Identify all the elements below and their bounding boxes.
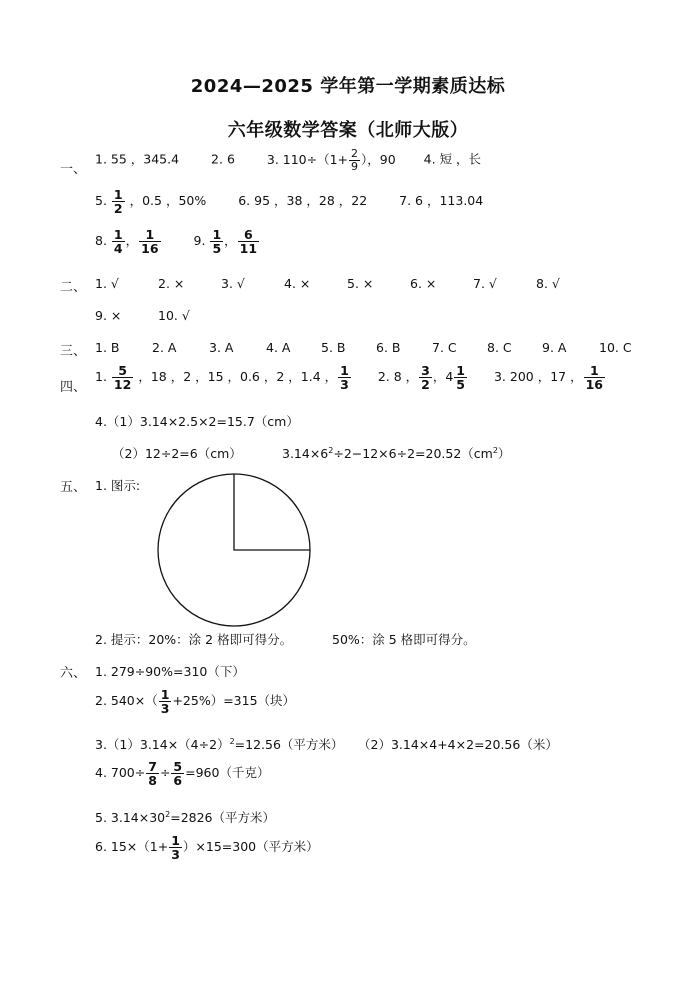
fraction xyxy=(349,148,360,172)
answer-6-2 xyxy=(95,688,295,715)
answer-2-1: 1. √ xyxy=(95,276,119,291)
fraction xyxy=(112,188,125,215)
denominator: 9 xyxy=(351,159,359,173)
separator: ， xyxy=(224,233,237,249)
answer-2-9: 9. × xyxy=(95,308,122,323)
page-title: 2024—2025 学年第一学期素质达标 xyxy=(190,76,506,97)
expr-part: 6. 15×（1+ xyxy=(95,839,169,855)
denominator: 3 xyxy=(171,847,180,863)
answer-3-2: 2. A xyxy=(152,340,177,355)
answer-1-8-pre: 8. xyxy=(95,233,107,249)
fraction xyxy=(210,228,223,255)
expr-part: +25%）=315（块） xyxy=(172,693,296,709)
answer-2-7: 7. √ xyxy=(473,276,497,291)
fraction xyxy=(169,834,182,861)
section-4-label: 四、 xyxy=(60,380,87,395)
answer-1-6: 6. 95 ，38 ，28 ，22 xyxy=(238,193,368,209)
answer-4-2-mid: ，4 xyxy=(432,369,454,385)
numerator: 1 xyxy=(212,227,222,242)
answer-2-10: 10. √ xyxy=(158,308,190,323)
expr-part: 2. 540×（ xyxy=(95,693,158,709)
numerator: 1 xyxy=(456,363,465,378)
answer-3-6: 6. B xyxy=(376,340,401,355)
answer-4-4-part-1: 4.（1）3.14×2.5×2=15.7（cm） xyxy=(95,414,299,429)
numerator: 1 xyxy=(171,833,180,848)
fraction xyxy=(454,364,467,391)
denominator: 5 xyxy=(212,241,222,257)
section-1-label: 一、 xyxy=(60,162,87,177)
answer-1-7: 7. 6 ，113.04 xyxy=(399,193,484,209)
answer-3-7: 7. C xyxy=(432,340,457,355)
answer-1-5-post: ，0.5 ，50% xyxy=(129,193,207,209)
expr-part: =2826（平方米） xyxy=(170,810,276,825)
denominator: 3 xyxy=(340,377,349,393)
answer-4-4-part-2b xyxy=(282,444,510,462)
fraction xyxy=(171,760,184,787)
answer-4-2-pre: 2. 8 ， xyxy=(377,369,419,385)
section-4-row-1 xyxy=(95,364,606,391)
answer-3-10: 10. C xyxy=(599,340,632,355)
fraction xyxy=(419,364,432,391)
pie-diagram xyxy=(156,472,312,628)
fraction xyxy=(146,760,159,787)
fraction xyxy=(238,228,259,255)
expr-part: ）×15=300（平方米） xyxy=(182,839,319,855)
answer-2-5: 5. × xyxy=(347,276,374,291)
answer-3-9: 9. A xyxy=(542,340,567,355)
answer-1-3-post: ），90 xyxy=(361,151,396,167)
fraction xyxy=(159,688,172,715)
fraction xyxy=(112,228,125,255)
section-1-row-3 xyxy=(95,228,260,255)
answer-6-6 xyxy=(95,834,319,861)
expr-part: 5. 3.14×30 xyxy=(95,810,166,825)
answer-4-4-part-2a: （2）12÷2=6（cm） xyxy=(112,446,242,461)
answer-2-3: 3. √ xyxy=(221,276,245,291)
numerator: 1 xyxy=(340,363,349,378)
denominator: 5 xyxy=(456,377,465,393)
answer-4-3-pre: 3. 200 ，17 ， xyxy=(493,369,583,385)
expr-part: ） xyxy=(497,446,511,461)
denominator: 2 xyxy=(421,377,430,393)
numerator: 1 xyxy=(589,363,599,378)
answer-6-5 xyxy=(95,808,275,826)
answer-3-1: 1. B xyxy=(95,340,120,355)
denominator: 11 xyxy=(239,241,258,257)
denominator: 12 xyxy=(113,377,132,393)
answer-2-8: 8. √ xyxy=(536,276,560,291)
denominator: 2 xyxy=(113,201,123,217)
answer-5-2a: 2. 提示：20%：涂 2 格即可得分。 xyxy=(95,632,293,647)
numerator: 5 xyxy=(173,759,183,774)
expr-part: 3.14×6 xyxy=(282,446,329,461)
answer-1-4: 4. 短 ，长 xyxy=(423,151,482,167)
expr-part: 3.（1）3.14×（4÷2） xyxy=(95,737,230,752)
denominator: 8 xyxy=(148,773,157,789)
fraction xyxy=(338,364,351,391)
numerator: 5 xyxy=(118,363,127,378)
denominator: 16 xyxy=(585,377,603,393)
expr-part: =960（千克） xyxy=(185,765,270,781)
denominator: 3 xyxy=(160,701,170,717)
denominator: 16 xyxy=(141,241,159,257)
quarter-sector xyxy=(234,474,310,550)
section-2-label: 二、 xyxy=(60,280,87,295)
answer-1-3 xyxy=(266,147,400,173)
fraction xyxy=(584,364,605,391)
answer-1-2: 2. 6 xyxy=(211,151,235,167)
answer-6-3a xyxy=(95,735,343,753)
numerator: 7 xyxy=(148,759,157,774)
answer-2-4: 4. × xyxy=(284,276,311,291)
answer-4-1-pre: 1. xyxy=(95,369,107,385)
separator: ， xyxy=(125,233,139,249)
expr-part: =12.56（平方米） xyxy=(234,737,344,752)
answer-6-3b: （2）3.14×4+4×2=20.56（米） xyxy=(358,737,558,752)
section-1-row-2 xyxy=(95,188,483,215)
numerator: 1 xyxy=(113,227,123,242)
answer-1-5-pre: 5. xyxy=(95,193,107,209)
answer-3-8: 8. C xyxy=(487,340,512,355)
fraction xyxy=(112,364,133,391)
section-5-label: 五、 xyxy=(60,480,87,495)
answer-3-4: 4. A xyxy=(266,340,291,355)
superscript: 2 xyxy=(165,809,171,819)
superscript: 2 xyxy=(229,736,235,746)
section-1-row-1 xyxy=(95,148,481,172)
answer-4-1-post: ，18 ，2 ，15 ，0.6 ，2 ，1.4 ， xyxy=(138,369,338,385)
section-6-label: 六、 xyxy=(60,666,87,681)
answer-1-9-pre: 9. xyxy=(193,233,206,249)
numerator: 1 xyxy=(145,227,155,242)
expr-part: ÷ xyxy=(159,765,171,781)
numerator: 2 xyxy=(351,147,359,160)
page-subtitle: 六年级数学答案（北师大版） xyxy=(227,120,469,141)
denominator: 4 xyxy=(113,241,123,257)
numerator: 6 xyxy=(244,227,253,242)
answer-3-5: 5. B xyxy=(321,340,346,355)
expr-part: ÷2−12×6÷2=20.52（cm xyxy=(333,446,493,461)
answer-2-2: 2. × xyxy=(158,276,185,291)
answer-5-1: 1. 图示: xyxy=(95,478,141,493)
answer-6-4 xyxy=(95,760,269,787)
answer-1-3-pre: 3. 110÷（1+ xyxy=(266,151,349,167)
section-3-label: 三、 xyxy=(60,344,87,359)
superscript: 2 xyxy=(492,445,498,455)
answer-6-1: 1. 279÷90%=310（下） xyxy=(95,664,245,679)
answer-2-6: 6. × xyxy=(410,276,437,291)
expr-part: 4. 700÷ xyxy=(95,765,146,781)
fraction xyxy=(139,228,160,255)
numerator: 1 xyxy=(160,687,170,702)
numerator: 1 xyxy=(113,187,123,202)
answer-1-1: 1. 55 ，345.4 xyxy=(95,151,180,167)
numerator: 3 xyxy=(421,363,430,378)
denominator: 6 xyxy=(173,773,183,789)
superscript: 2 xyxy=(328,445,334,455)
answer-5-2b: 50%：涂 5 格即可得分。 xyxy=(332,632,476,647)
answer-3-3: 3. A xyxy=(209,340,234,355)
